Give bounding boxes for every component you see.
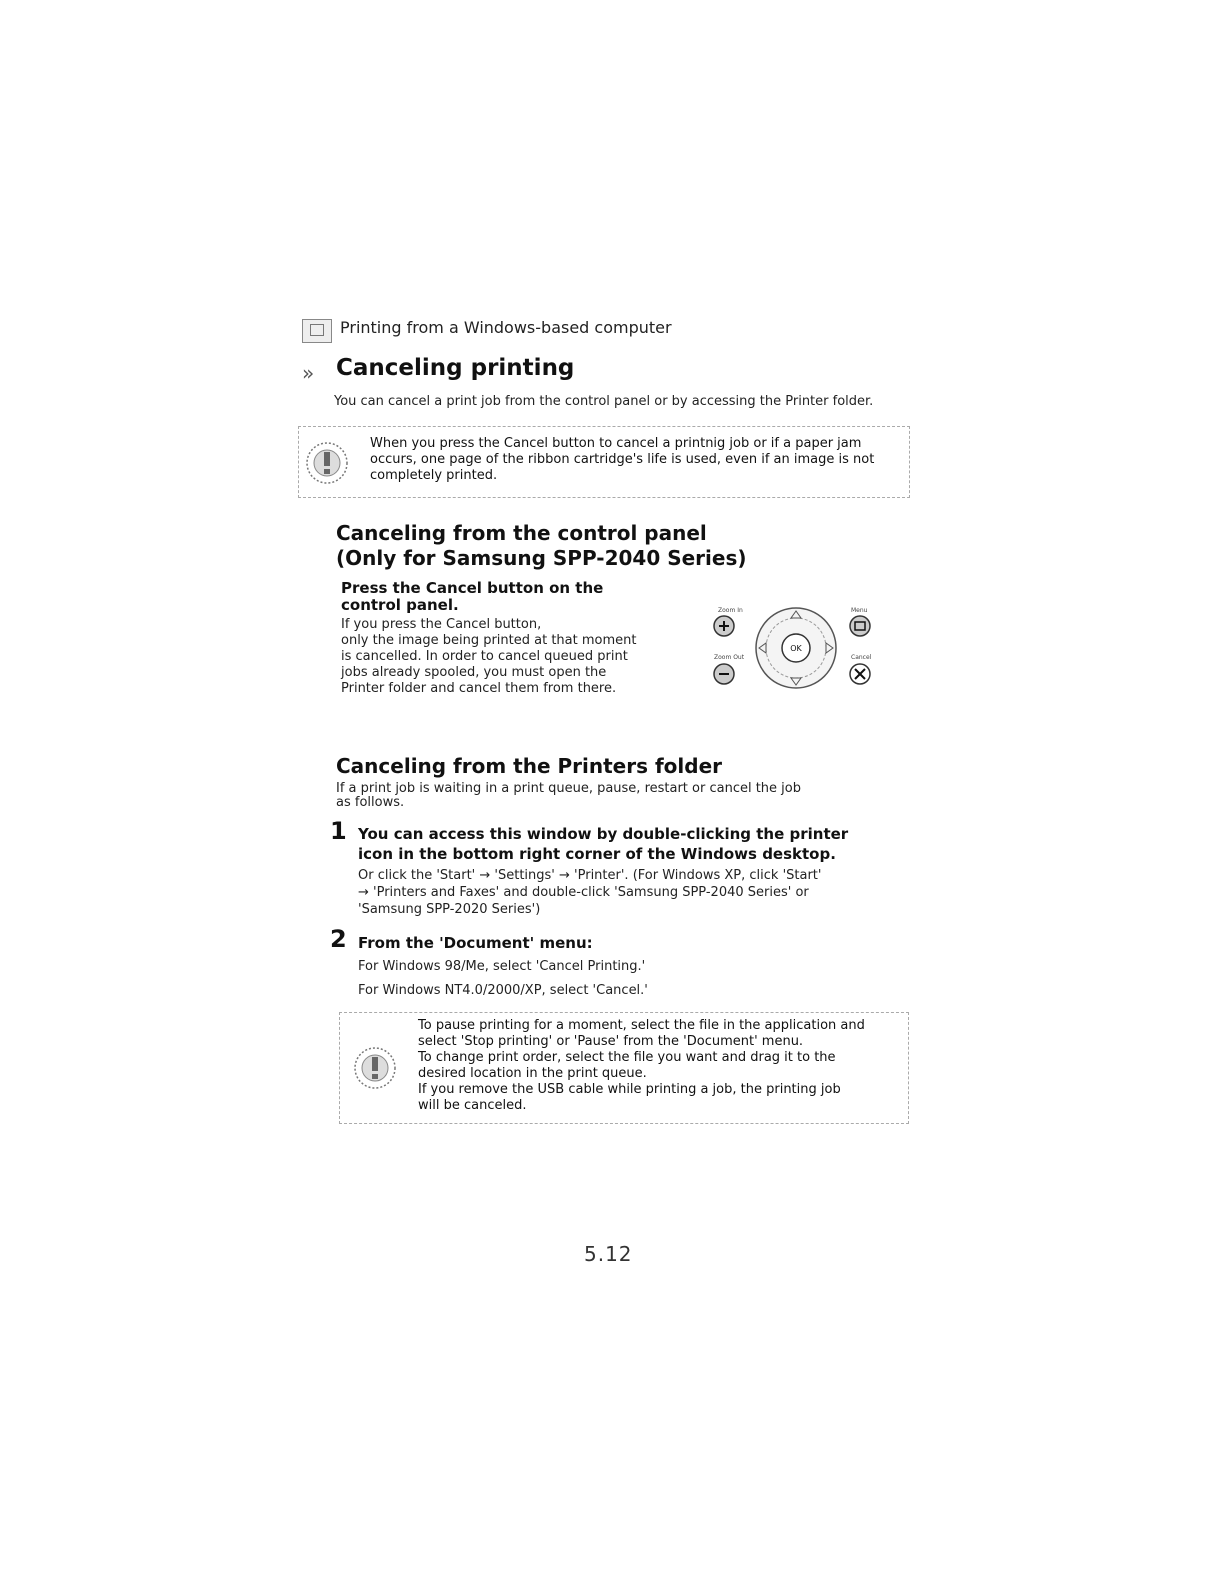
step-heading-line: control panel.	[341, 596, 459, 614]
window-icon	[302, 319, 332, 343]
subsection-intro	[336, 782, 876, 810]
step-heading-line: You can access this window by double-clicking the printer	[358, 825, 849, 843]
page-number: 5.12	[584, 1242, 633, 1266]
subsection-title-line: Canceling from the control panel	[336, 521, 707, 545]
step-heading	[358, 824, 898, 864]
note-line: will be canceled.	[418, 1098, 527, 1113]
step-heading-line: Press the Cancel button on the	[341, 579, 604, 597]
menu-icon	[850, 616, 870, 636]
body-line: Printer folder and cancel them from there.	[341, 681, 617, 696]
step-body	[341, 617, 671, 697]
note-line: desired location in the print queue.	[418, 1066, 647, 1081]
step-body	[358, 867, 898, 918]
step-heading: From the 'Document' menu:	[358, 934, 593, 952]
navigation-pad	[756, 608, 836, 688]
ok-label: OK	[790, 644, 802, 653]
chevron-right-icon: »	[302, 361, 311, 385]
note-line: If you remove the USB cable while printing a job, the printing job	[418, 1082, 841, 1097]
body-line: is cancelled. In order to cancel queued print	[341, 649, 628, 664]
zoom-out-icon	[714, 664, 734, 684]
note-line: To pause printing for a moment, select the file in the application and	[418, 1018, 865, 1033]
body-line: If you press the Cancel button,	[341, 617, 542, 632]
step-body-line: For Windows 98/Me, select 'Cancel Printing.'	[358, 959, 646, 974]
body-line: jobs already spooled, you must open the	[341, 665, 607, 680]
step-heading-line: icon in the bottom right corner of the Windows desktop.	[358, 845, 836, 863]
note-icon	[304, 440, 350, 486]
control-panel-illustration	[700, 598, 890, 692]
subsection-title: Canceling from the Printers folder	[336, 754, 723, 778]
section-title: Canceling printing	[336, 355, 575, 381]
menu-label: Menu	[851, 607, 868, 614]
cancel-label: Cancel	[851, 654, 872, 661]
body-line: 'Samsung SPP-2020 Series')	[358, 902, 541, 917]
step-number: 1	[330, 817, 347, 845]
note-text: When you press the Cancel button to cancel a printnig job or if a paper jam occurs, one page of the ribbon cartridge's life is used, even if an image is not completely printed.	[370, 436, 875, 483]
note-text	[418, 1018, 900, 1114]
note-icon	[352, 1045, 398, 1091]
cancel-icon	[850, 664, 870, 684]
body-line: Or click the 'Start' → 'Settings' → 'Printer'. (For Windows XP, click 'Start'	[358, 868, 822, 883]
step-heading	[341, 580, 671, 614]
note-line: select 'Stop printing' or 'Pause' from the 'Document' menu.	[418, 1034, 804, 1049]
body-line: → 'Printers and Faxes' and double-click 'Samsung SPP-2040 Series' or	[358, 885, 809, 900]
subsection-title	[336, 521, 747, 571]
body-line: only the image being printed at that moment	[341, 633, 637, 648]
step-body-line: For Windows NT4.0/2000/XP, select 'Cancel.'	[358, 983, 648, 998]
zoom-in-icon	[714, 616, 734, 636]
note-line: To change print order, select the file you want and drag it to the	[418, 1050, 836, 1065]
zoom-out-label: Zoom Out	[714, 654, 745, 661]
subsection-title-line: (Only for Samsung SPP-2040 Series)	[336, 546, 747, 570]
intro-line: If a print job is waiting in a print queue, pause, restart or cancel the job	[336, 781, 801, 796]
zoom-in-label: Zoom In	[718, 607, 743, 614]
step-number: 2	[330, 925, 347, 953]
intro-line: as follows.	[336, 795, 405, 810]
running-header: Printing from a Windows-based computer	[340, 318, 672, 337]
section-intro: You can cancel a print job from the control panel or by accessing the Printer folder.	[334, 394, 874, 409]
